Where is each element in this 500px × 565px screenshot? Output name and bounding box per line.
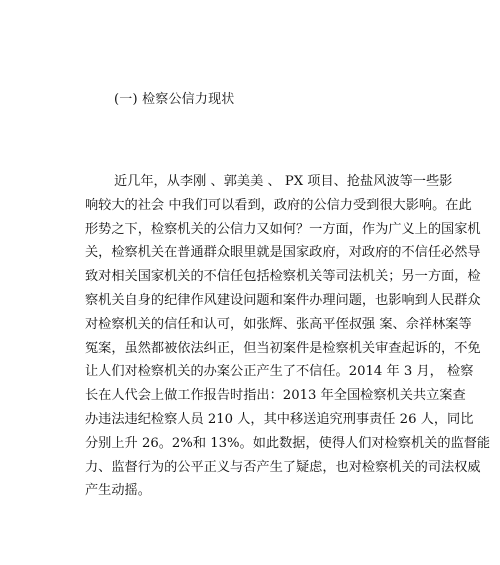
paragraph-line: 冤案，虽然都被依法纠正，但当初案件是检察机关审查起诉的，不免: [85, 340, 481, 356]
paragraph-line: 致对相关国家机关的不信任包括检察机关等司法机关；另一方面，检: [85, 269, 481, 285]
body-paragraph: [85, 170, 491, 503]
paragraph-line: 响较大的社会 中我们可以看到，政府的公信力受到很大影响。在此: [85, 197, 472, 213]
paragraph-line: 力、监督行为的公平正义与否产生了疑虑，也对检察机关的司法权威: [85, 459, 481, 475]
paragraph-line: 让人们对检察机关的办案公正产生了不信任。2014 年 3 月， 检察: [85, 364, 474, 380]
paragraph-line: 长在人代会上做工作报告时指出：2013 年全国检察机关共立案查: [85, 388, 466, 404]
paragraph-line: 察机关自身的纪律作风建设问题和案件办理问题，也影响到人民群众: [85, 292, 481, 308]
paragraph-line: 办违法违纪检察人员 210 人，其中移送追究刑事责任 26 人，同比: [85, 411, 474, 427]
paragraph-line: 近几年，从李刚 、郭美美 、 PX 项目、抢盐风波等一些影: [114, 174, 453, 189]
paragraph-line: 产生动摇。: [85, 483, 151, 499]
section-heading: (一) 检察公信力现状: [114, 92, 235, 107]
paragraph-line: 分别上升 26。2%和 13%。如此数据，使得人们对检察机关的监督能: [85, 435, 491, 451]
paragraph-line: 形势之下，检察机关的公信力又如何？一方面，作为广义上的国家机: [85, 221, 481, 237]
paragraph-line: 对检察机关的信任和认可，如张辉、张高平侄叔强 案、佘祥林案等: [85, 316, 472, 332]
paragraph-line: 关，检察机关在普通群众眼里就是国家政府，对政府的不信任必然导: [85, 245, 481, 261]
